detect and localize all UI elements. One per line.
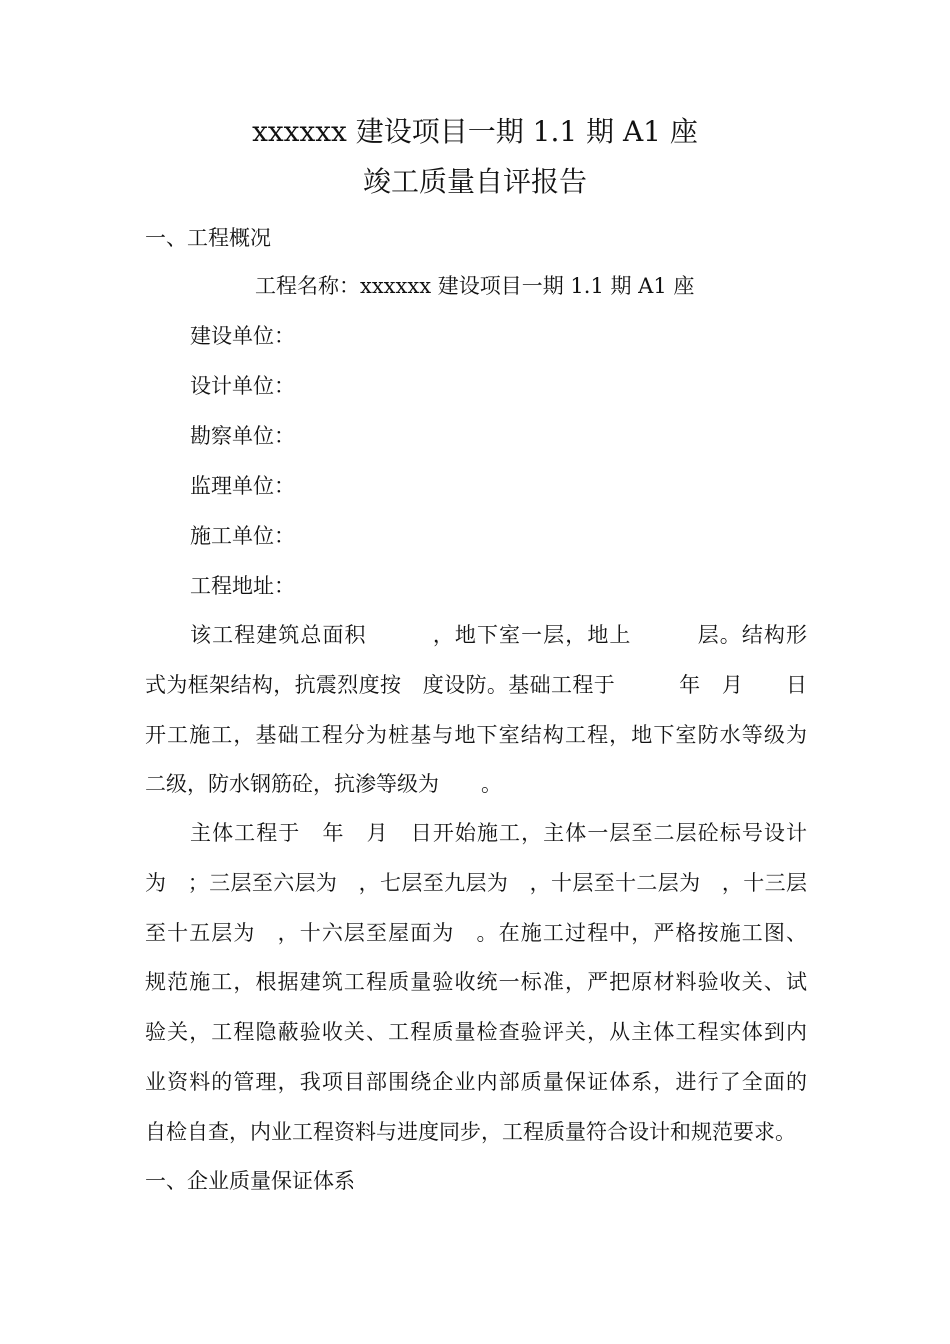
field-construction-unit: 建设单位： xyxy=(190,324,295,348)
paragraph-line: 二级，防水钢筋砼，抗渗等级为 。 xyxy=(145,772,502,796)
field-project-address: 工程地址： xyxy=(190,574,295,598)
paragraph-line: 至十五层为 ，十六层至屋面为 。在施工过程中，严格按施工图、 xyxy=(145,921,807,945)
paragraph-line: 开工施工，基础工程分为桩基与地下室结构工程，地下室防水等级为 xyxy=(145,723,807,747)
paragraph-line: 验关，工程隐蔽验收关、工程质量检查验评关，从主体工程实体到内 xyxy=(145,1020,807,1044)
field-contractor-unit: 施工单位： xyxy=(190,524,295,548)
section-heading-quality-system: 一、企业质量保证体系 xyxy=(145,1169,355,1193)
paragraph-line: 自检自查，内业工程资料与进度同步，工程质量符合设计和规范要求。 xyxy=(145,1120,796,1144)
field-design-unit: 设计单位： xyxy=(190,374,295,398)
field-survey-unit: 勘察单位： xyxy=(190,424,295,448)
field-supervision-unit: 监理单位： xyxy=(190,474,295,498)
section-heading-overview: 一、工程概况 xyxy=(145,226,271,250)
paragraph-line: 该工程建筑总面积 ，地下室一层，地上 层。结构形 xyxy=(190,623,807,647)
project-name-field: 工程名称：xxxxxx 建设项目一期 1.1 期 A1 座 xyxy=(255,274,695,298)
document-title-line1: xxxxxx 建设项目一期 1.1 期 A1 座 xyxy=(252,115,698,148)
paragraph-line: 为 ；三层至六层为 ，七层至九层为 ，十层至十二层为 ，十三层 xyxy=(145,871,807,895)
document-title-line2: 竣工质量自评报告 xyxy=(362,165,587,198)
paragraph-line: 规范施工，根据建筑工程质量验收统一标准，严把原材料验收关、试 xyxy=(145,970,807,994)
paragraph-line: 业资料的管理，我项目部围绕企业内部质量保证体系，进行了全面的 xyxy=(145,1070,807,1094)
paragraph-line: 主体工程于 年 月 日开始施工，主体一层至二层砼标号设计 xyxy=(190,821,807,845)
paragraph-line: 式为框架结构，抗震烈度按 度设防。基础工程于 年 月 日 xyxy=(145,673,807,697)
